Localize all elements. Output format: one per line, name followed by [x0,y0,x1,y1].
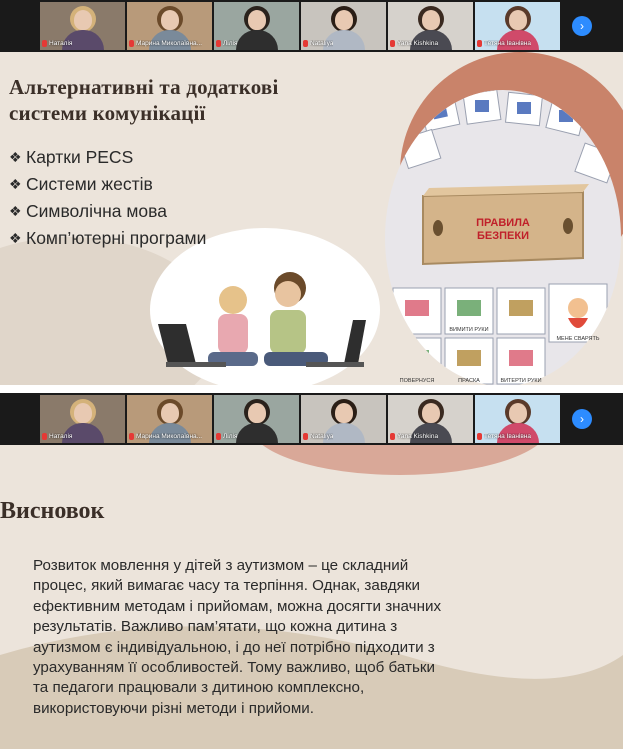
mic-muted-icon [390,433,395,440]
card-label: ПРАСКА [458,378,480,384]
mic-muted-icon [42,433,47,440]
participant-tile[interactable] [301,2,386,50]
mic-muted-icon [129,40,134,47]
box-label: ПРАВИЛА БЕЗПЕКИ [476,217,530,242]
participant-tile-active[interactable] [214,2,299,50]
participant-strip-bottom [0,393,623,445]
bullet-item [9,225,206,252]
participant-tile[interactable] [388,2,473,50]
mic-muted-icon [216,433,221,440]
slide-2 [0,445,623,749]
chevron-right-icon: › [580,412,584,426]
participant-tile[interactable] [301,395,386,443]
participant-name: Yana Kishkina [397,39,439,47]
bullet-text: Комп’ютерні програми [26,228,207,248]
boy-body [270,310,306,354]
participant-tile[interactable] [40,2,125,50]
mic-muted-icon [42,40,47,47]
slide-title: Альтернативні та додаткові системи комунікації [9,75,279,125]
pecs-cards-photo [383,88,623,385]
decor-arc-top [250,445,550,475]
next-participants-button[interactable] [572,16,592,36]
card-label: МЕНЕ СВАРЯТЬ [556,336,600,342]
mic-muted-icon [477,433,482,440]
chevron-right-icon: › [580,19,584,33]
participant-name: Тетяна Іванівна [484,39,532,47]
mic-muted-icon [216,40,221,47]
boy-head [275,281,301,307]
bullet-text: Символічна мова [26,201,167,221]
participant-tile[interactable] [127,2,212,50]
mic-muted-icon [303,433,308,440]
laptop-right [344,320,366,364]
participant-name: Марина Миколаївна... [136,39,203,47]
next-participants-button[interactable] [572,409,592,429]
slide-title: Висновок [0,498,105,524]
bullet-list [9,144,206,252]
mic-muted-icon [129,433,134,440]
participant-name: Yana Kishkina [397,432,439,440]
card-label: ПОВЕРНУСЯ [399,378,435,384]
participant-tile[interactable] [475,2,560,50]
card-label: ВИМИТИ РУКИ [449,327,489,333]
participant-name: Наталія [49,39,73,47]
mic-muted-icon [390,40,395,47]
bullet-text: Картки PECS [26,147,134,167]
participant-tile-active[interactable] [214,395,299,443]
laptop-left [158,324,196,364]
bullet-text: Системи жестів [26,174,153,194]
card-label: ВИТЕРТИ РУКИ [500,378,542,384]
participant-name: Nataliya [310,39,334,47]
diamond-bullet-icon: ❖ [9,176,22,192]
slide-separator [0,385,623,393]
bullet-item [9,144,206,171]
participant-tile[interactable] [127,395,212,443]
slide-body-text: Розвиток мовлення у дітей з аутизмом – це складний процес, який вимагає часу та терпіння. Однак, завдяки ефективним методам і прийомам, можна досягти значних результатів. Важливо пам’ятати, що кожна дитина з аутизмом є індивідуальною, і до неї потрібно підходити з урахуванням її особливостей. Тому важливо, щоб батьки та педагоги працювали з дитиною комплексно, використовуючи різні методи і прийоми. [33,557,442,717]
laptop-left-base [166,362,226,367]
diamond-bullet-icon: ❖ [9,149,22,165]
participant-name: Тетяна Іванівна [484,432,532,440]
mic-muted-icon [477,40,482,47]
participant-tile[interactable] [475,395,560,443]
participant-name: Наталія [49,432,73,440]
diamond-bullet-icon: ❖ [9,203,22,219]
diamond-bullet-icon: ❖ [9,230,22,246]
participant-name: Марина Миколаївна... [136,432,203,440]
participant-tile[interactable] [388,395,473,443]
participant-name: Лілія [223,432,238,440]
mic-muted-icon [303,40,308,47]
bullet-item [9,198,206,225]
bullet-item [9,171,206,198]
laptop-right-base [306,362,364,367]
participant-strip-top [0,0,623,52]
participant-name: Nataliya [310,432,334,440]
slide-1 [0,52,623,385]
girl-body [218,314,248,354]
girl-head [219,286,247,314]
children-laptops-photo [148,252,388,385]
participant-name: Лілія [223,39,238,47]
participant-tile[interactable] [40,395,125,443]
